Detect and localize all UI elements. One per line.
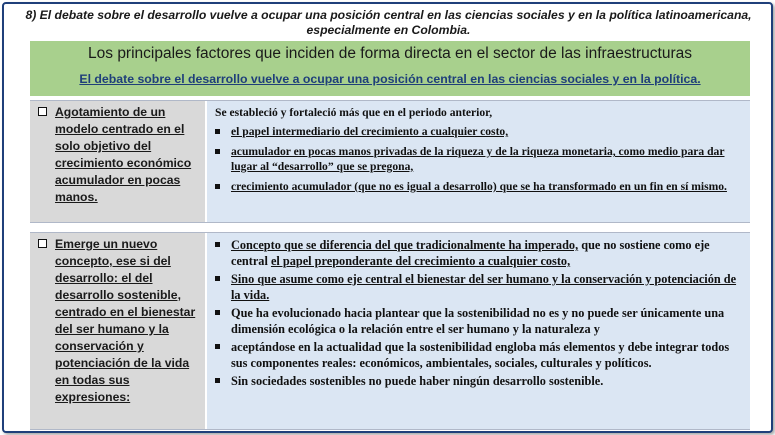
factor-detail-cell [207, 233, 750, 429]
banner-title: Los principales factores que inciden de forma directa en el sector de las infraestructuras [88, 45, 692, 62]
list-item: Concepto que se diferencia del que tradicionalmente ha imperado, que no sostiene como eje central el papel preponderante del crecimiento a cualquier costo, [215, 237, 744, 269]
title-banner [30, 41, 750, 96]
list-item: Sin sociedades sostenibles no puede haber ningún desarrollo sostenible. [215, 373, 744, 389]
list-item: crecimiento acumulador (que no es igual a desarrollo) que se ha transformado en un fin en sí mismo. [215, 179, 744, 194]
factor-row-1 [30, 100, 750, 223]
square-bullet-icon [215, 310, 220, 315]
factor-label: Agotamiento de un modelo centrado en el solo objetivo del crecimiento económico acumulador en pocas manos. [55, 105, 192, 204]
list-item: el papel intermediario del crecimiento a cualquier costo, [215, 124, 744, 139]
factor-detail-cell [207, 101, 750, 222]
checkbox-bullet-icon [38, 107, 47, 116]
factor-row-2 [30, 232, 750, 430]
list-item: Que ha evolucionado hacia plantear que la sostenibilidad no es y no puede ser únicamente una dimensión ecológica o la relación entre el ser humano y la naturaleza y [215, 305, 744, 337]
slide-frame [2, 2, 773, 433]
factor-label-cell [30, 233, 205, 429]
list-item: Sino que asume como eje central el bienestar del ser humano y la conservación y potenciación de la vida. [215, 271, 744, 303]
square-bullet-icon [215, 276, 220, 281]
factor-label: Emerge un nuevo concepto, ese si del desarrollo: el del desarrollo sostenible, centrado en el bienestar del ser humano y la conservación y potenciación de la vida en todas sus expresiones: [55, 237, 196, 404]
square-bullet-icon [215, 344, 220, 349]
slide-heading: 8) El debate sobre el desarrollo vuelve a ocupar una posición central en las ciencias sociales y en la política latinoamericana, especialmente en Colombia. [25, 8, 752, 37]
banner-subtitle: El debate sobre el desarrollo vuelve a ocupar una posición central en las ciencias sociales y en la política. [79, 72, 701, 86]
factor-label-cell [30, 101, 205, 222]
square-bullet-icon [215, 242, 220, 247]
square-bullet-icon [215, 149, 220, 154]
checkbox-bullet-icon [38, 239, 47, 248]
square-bullet-icon [215, 378, 220, 383]
square-bullet-icon [215, 129, 220, 134]
detail-intro: Se estableció y fortaleció más que en el periodo anterior, [215, 106, 493, 119]
list-item: aceptándose en la actualidad que la sostenibilidad engloba más elementos y debe integrar todos sus componentes reales: económicos, ambientales, sociales, culturales y políticos. [215, 339, 744, 371]
square-bullet-icon [215, 184, 220, 189]
list-item: acumulador en pocas manos privadas de la riqueza y de la riqueza monetaria, como medio para dar lugar al “desarrollo” que se pregona, [215, 144, 744, 174]
